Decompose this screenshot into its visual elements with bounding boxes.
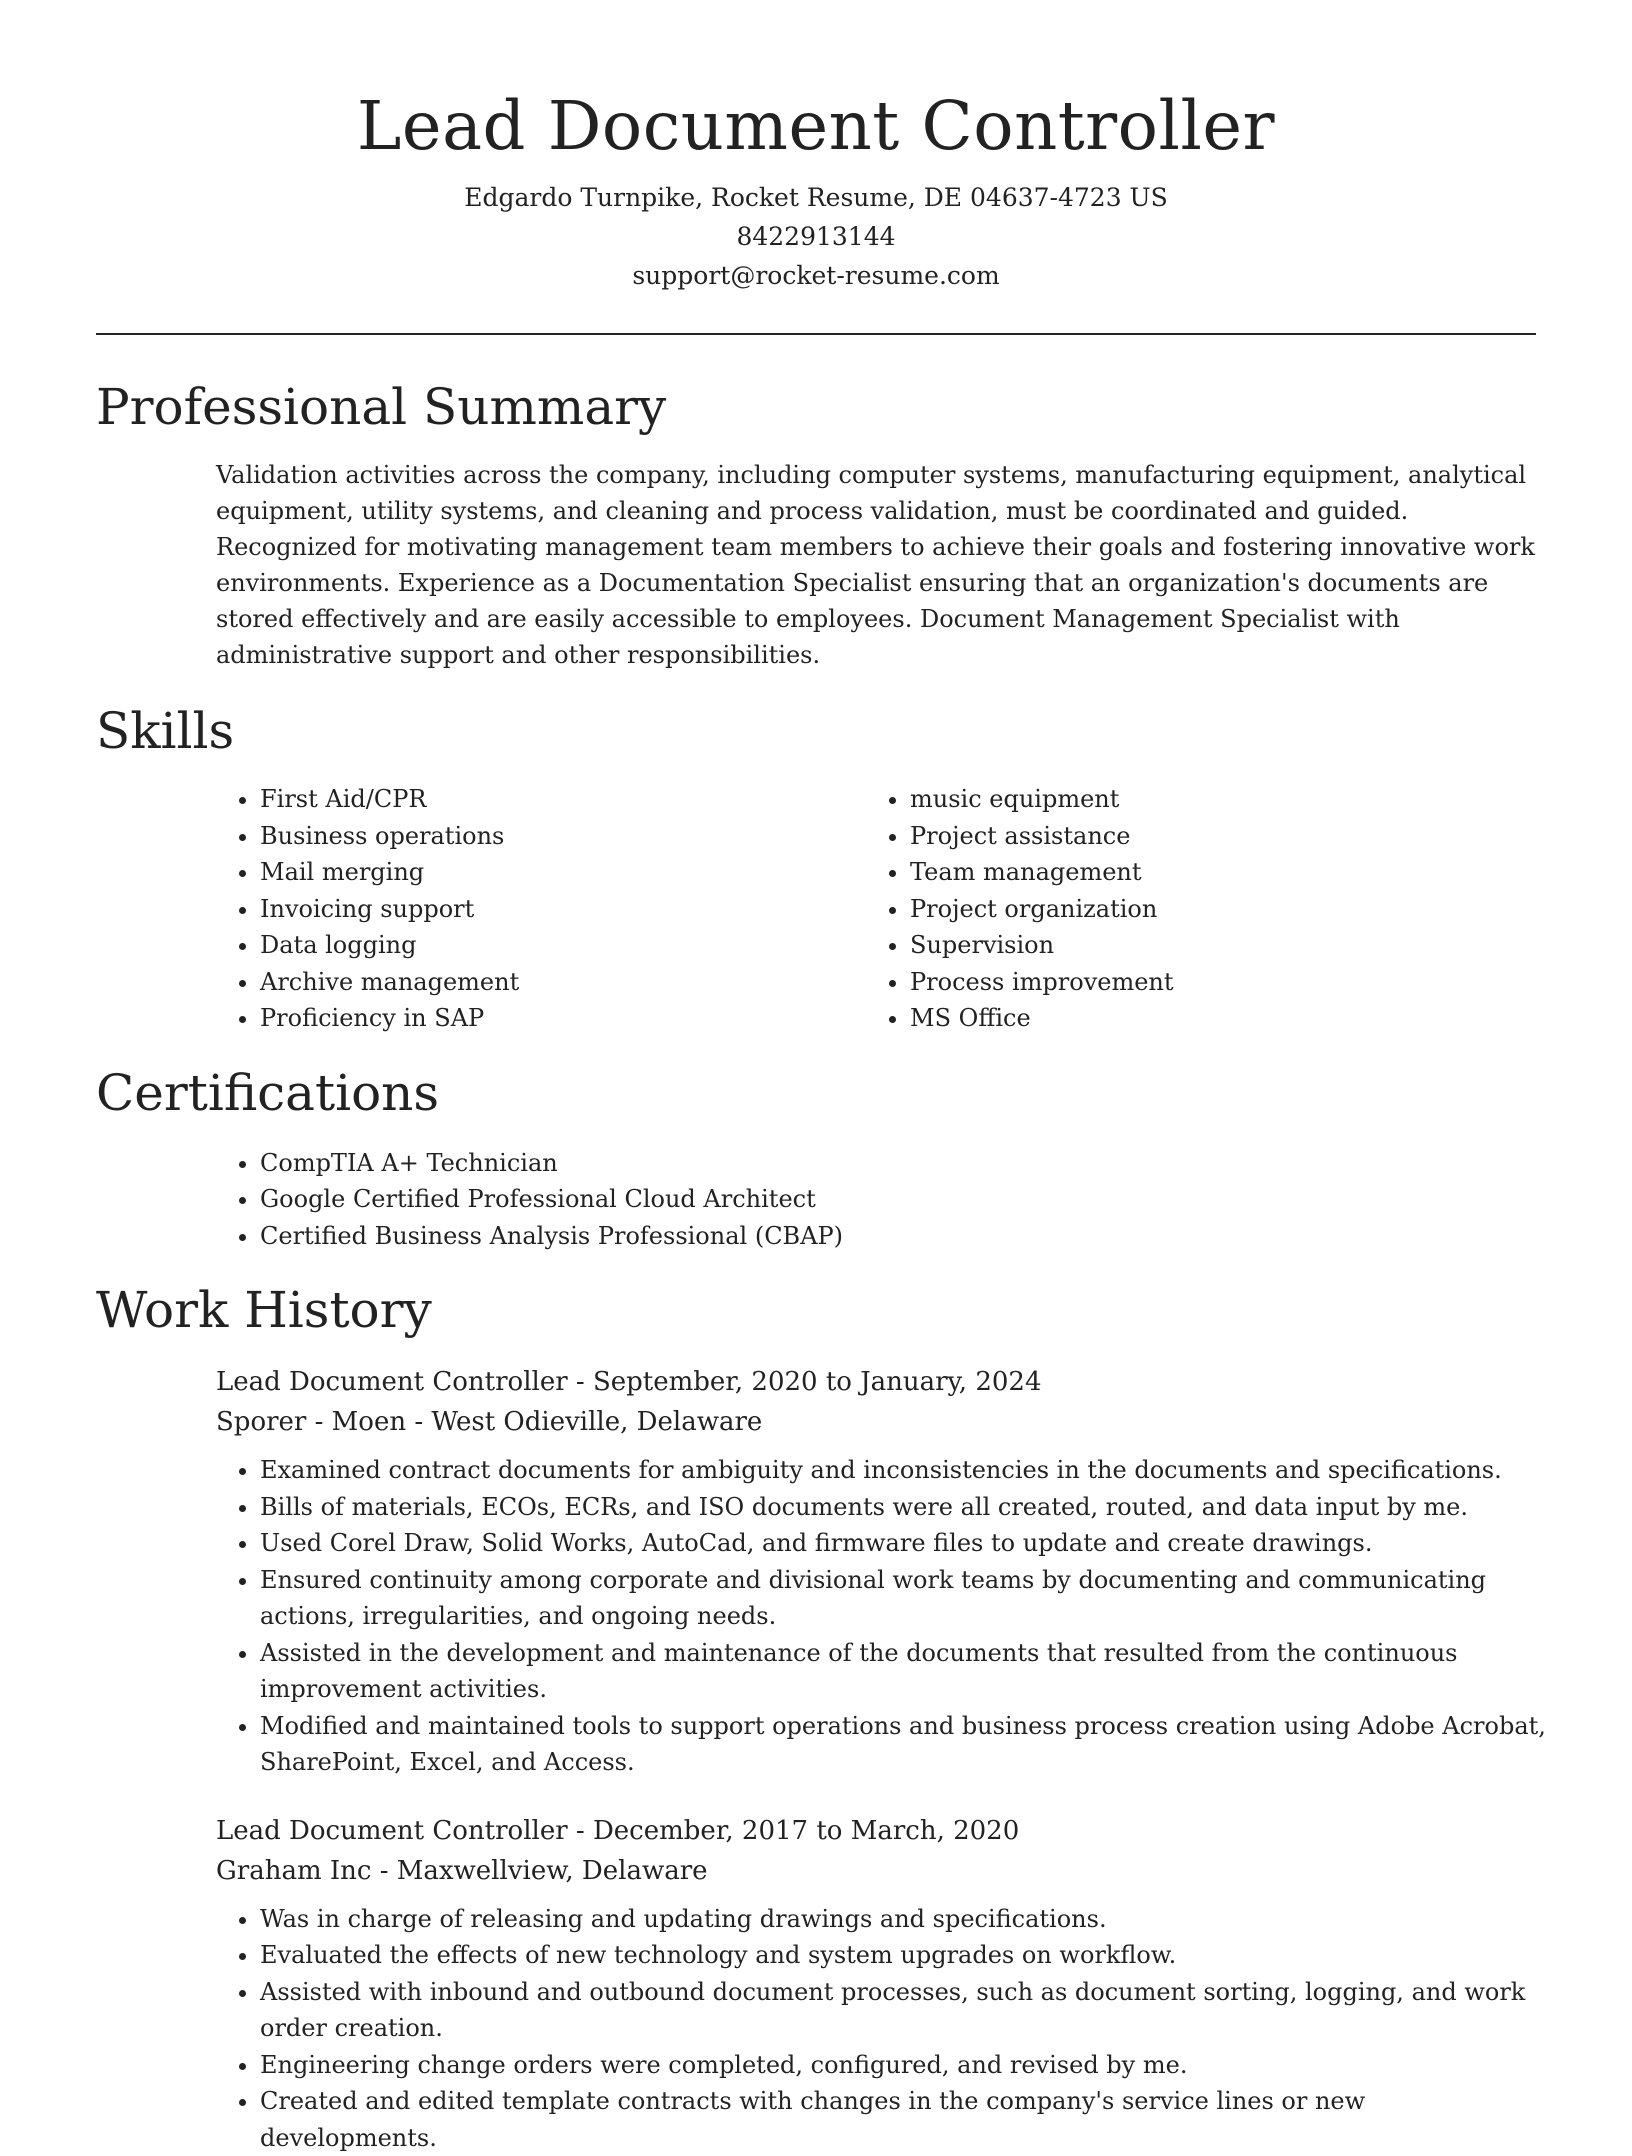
skills-list: [216, 781, 1536, 1037]
skill-item: • Invoicing support: [260, 891, 866, 928]
resume-header: [96, 0, 1536, 295]
section-title-skills: Skills: [96, 699, 1536, 763]
resume-page: [96, 0, 1536, 2156]
job-title-dates: Lead Document Controller - December, 2017 to March, 2020: [216, 1811, 1546, 1851]
skill-item: • First Aid/CPR: [260, 781, 866, 818]
skill-item: • Data logging: [260, 927, 866, 964]
contact-phone: 8422913144: [96, 217, 1536, 256]
job-entry: [216, 1362, 1546, 1781]
skills-column-right: [866, 781, 1516, 1037]
certification-item: • Google Certified Professional Cloud Architect: [260, 1181, 1536, 1218]
job-bullets: [216, 1452, 1546, 1781]
job-bullet: • Created and edited template contracts with changes in the company's service lines or new developments.: [260, 2083, 1546, 2156]
skill-item: • Process improvement: [910, 964, 1516, 1001]
certification-item: • CompTIA A+ Technician: [260, 1145, 1536, 1182]
certifications-list: [216, 1145, 1536, 1255]
job-bullet: • Modified and maintained tools to support operations and business process creation using Adobe Acrobat, SharePoint, Excel, and Access.: [260, 1708, 1546, 1781]
contact-block: [96, 178, 1536, 295]
header-divider: [96, 333, 1536, 335]
skill-item: • Mail merging: [260, 854, 866, 891]
job-bullet: • Was in charge of releasing and updating drawings and specifications.: [260, 1901, 1546, 1938]
section-title-work-history: Work History: [96, 1278, 1536, 1342]
job-title-dates: Lead Document Controller - September, 2020 to January, 2024: [216, 1362, 1546, 1402]
section-title-summary: Professional Summary: [96, 375, 1536, 439]
skill-item: • Proficiency in SAP: [260, 1000, 866, 1037]
skill-item: • Business operations: [260, 818, 866, 855]
section-title-certifications: Certifications: [96, 1061, 1536, 1125]
job-entry: [216, 1811, 1546, 2156]
skill-item: • Archive management: [260, 964, 866, 1001]
skill-item: • Team management: [910, 854, 1516, 891]
job-bullets: [216, 1901, 1546, 2156]
skill-item: • Supervision: [910, 927, 1516, 964]
job-company-location: Sporer - Moen - West Odieville, Delaware: [216, 1402, 1546, 1442]
job-bullet: • Assisted in the development and maintenance of the documents that resulted from the continuous improvement activities.: [260, 1635, 1546, 1708]
certification-item: • Certified Business Analysis Professional (CBAP): [260, 1218, 1536, 1255]
job-bullet: • Used Corel Draw, Solid Works, AutoCad, and firmware files to update and create drawings.: [260, 1525, 1546, 1562]
job-bullet: • Ensured continuity among corporate and divisional work teams by documenting and communicating actions, irregularities, and ongoing needs.: [260, 1562, 1546, 1635]
contact-email: support@rocket-resume.com: [96, 256, 1536, 295]
contact-address: Edgardo Turnpike, Rocket Resume, DE 04637-4723 US: [96, 178, 1536, 217]
skill-item: • Project organization: [910, 891, 1516, 928]
job-bullet: • Engineering change orders were completed, configured, and revised by me.: [260, 2047, 1546, 2084]
skills-column-left: [216, 781, 866, 1037]
job-bullet: • Examined contract documents for ambiguity and inconsistencies in the documents and specifications.: [260, 1452, 1546, 1489]
resume-name: Lead Document Controller: [96, 84, 1536, 168]
job-bullet: • Bills of materials, ECOs, ECRs, and ISO documents were all created, routed, and data input by me.: [260, 1489, 1546, 1526]
skill-item: • music equipment: [910, 781, 1516, 818]
job-bullet: • Evaluated the effects of new technology and system upgrades on workflow.: [260, 1937, 1546, 1974]
skill-item: • Project assistance: [910, 818, 1516, 855]
job-company-location: Graham Inc - Maxwellview, Delaware: [216, 1851, 1546, 1891]
summary-text: Validation activities across the company, including computer systems, manufacturing equipment, analytical equipment, utility systems, and cleaning and process validation, must be coordinated and guided. Recognized for motivating management team members to achieve their goals and fostering innovative work environments. Experience as a Documentation Specialist ensuring that an organization's documents are stored effectively and are easily accessible to employees. Document Management Specialist with administrative support and other responsibilities.: [216, 457, 1536, 673]
job-bullet: • Assisted with inbound and outbound document processes, such as document sorting, logging, and work order creation.: [260, 1974, 1546, 2047]
skill-item: • MS Office: [910, 1000, 1516, 1037]
